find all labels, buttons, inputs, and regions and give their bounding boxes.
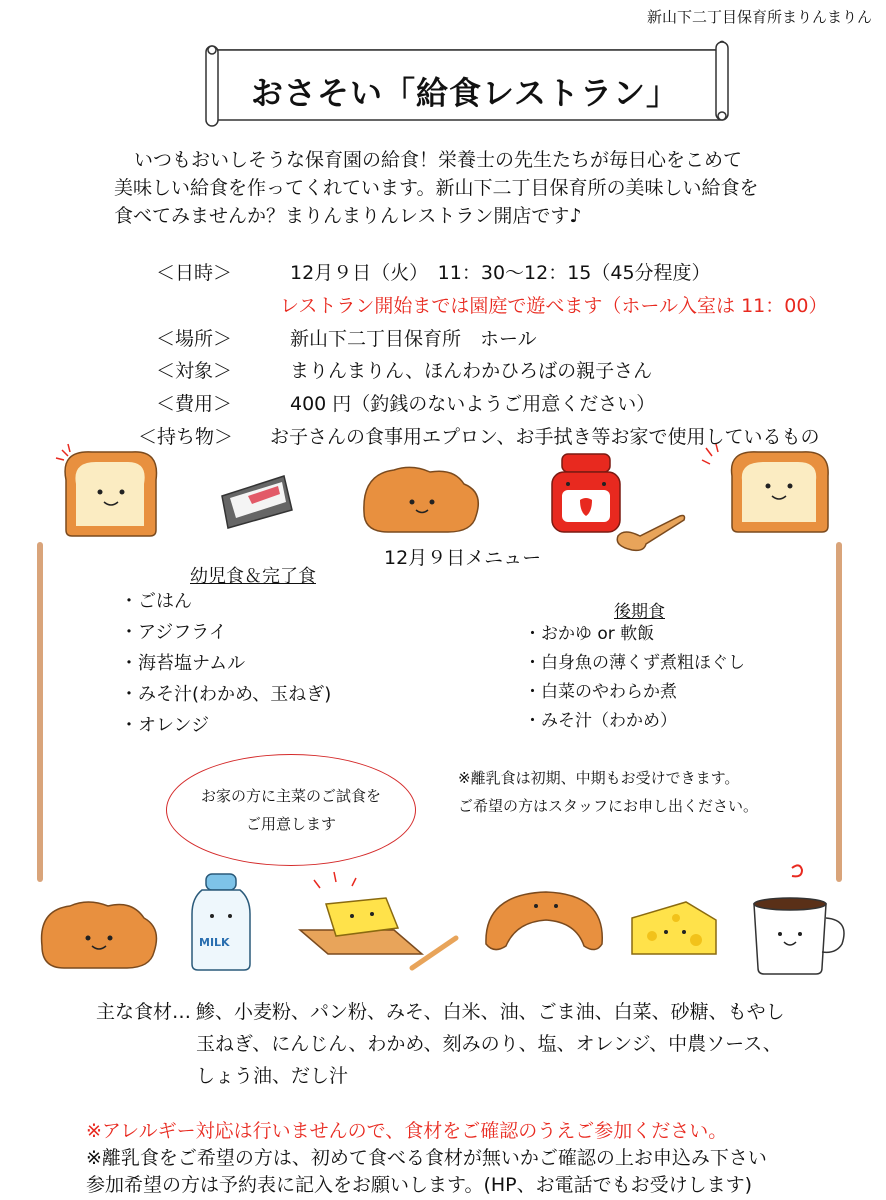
butter-icon [300,872,456,968]
intro-line: 食べてみませんか？まりんまりんレストラン開店です♪ [114,205,582,227]
list-item: ・アジフライ [120,622,227,643]
fee-label: ＜費用＞ [156,393,233,415]
cheese-icon [632,902,716,954]
tasting-line: お家の方に主菜のご試食を [200,787,381,805]
baby-food-apply-note: ※離乳食をご希望の方は、初めて食べる食材が無いかご確認の上お申込み下さい [86,1147,767,1169]
top-illustrations [52,440,842,560]
note-line: ※離乳食は初期、中期もお受けできます。 [458,769,740,787]
intro-text [114,146,834,230]
place-value: 新山下二丁目保育所 ホール [290,328,537,350]
list-item: ・みそ汁（わかめ） [524,711,677,731]
tasting-text [166,782,416,838]
croissant-icon [486,892,602,950]
menu-title: 12月９日メニュー [384,547,542,569]
intro-line: 美味しい給食を作ってくれています。新山下二丁目保育所の美味しい給食を [114,177,759,199]
list-item: ・白身魚の薄くず煮粗ほぐし [524,653,745,673]
organization-name: 新山下二丁目保育所まりんまりん [646,8,872,26]
ingredients-line: 玉ねぎ、にんじん、わかめ、刻みのり、塩、オレンジ、中農ソース、 [196,1033,782,1055]
bread-roll-icon [42,902,157,968]
list-item: ・ごはん [120,591,192,612]
coffee-cup-icon [754,865,844,974]
left-decor-bar [37,542,43,882]
ingredients-line: 鯵、小麦粉、パン粉、みそ、白米、油、ごま油、白菜、砂糖、もやし [196,1001,785,1023]
bread-roll-icon [364,467,478,532]
ingredients-line: しょう油、だし汁 [196,1065,349,1087]
title-banner [200,40,730,132]
fee-value: 400 円（釣銭のないようご用意ください） [290,393,656,415]
date-value: 12月９日（火） 11：30〜12：15（45分程度） [290,262,711,284]
bottom-illustrations [36,858,856,984]
toast-icon [702,444,828,532]
tasting-line: ご用意します [245,815,336,833]
target-value: まりんまりん、ほんわかひろばの親子さん [290,360,653,382]
items-value: お子さんの食事用エプロン、お手拭き等お家で使用しているもの [270,426,820,448]
infant-menu-list [120,586,331,741]
ingredients-label: 主な食材… [96,1001,192,1023]
target-label: ＜対象＞ [156,360,233,382]
late-menu-list [524,620,745,736]
reservation-note: 参加希望の方は予約表に記入をお願いします。(HP、お電話でもお受けします) [86,1174,753,1196]
list-item: ・おかゆ or 軟飯 [524,624,655,644]
milk-label: MILK [199,936,230,949]
baby-food-note [458,764,838,820]
list-item: ・海苔塩ナムル [120,653,246,674]
intro-line: いつもおいしそうな保育園の給食！栄養士の先生たちが毎日心をこめて [134,149,743,171]
list-item: ・白菜のやわらか煮 [524,682,677,702]
jam-jar-icon [552,454,620,532]
toast-icon [56,444,157,536]
spoon-icon [617,516,684,551]
milk-bottle-icon [192,874,250,970]
place-label: ＜場所＞ [156,328,233,350]
late-menu-heading: 後期食 [614,602,665,622]
note-line: ご希望の方はスタッフにお申し出ください。 [458,797,759,815]
allergy-note: ※アレルギー対応は行いませんので、食材をご確認のうえご参加ください。 [86,1120,728,1142]
page-title: おさそい「給食レストラン」 [250,74,680,112]
infant-menu-heading: 幼児食＆完了食 [190,566,316,587]
cake-slice-icon [222,476,292,528]
list-item: ・みそ汁(わかめ、玉ねぎ) [120,684,332,705]
date-note: レストラン開始までは園庭で遊べます（ホール入室は 11：00） [280,295,828,317]
list-item: ・オレンジ [120,715,210,736]
date-label: ＜日時＞ [156,262,233,284]
items-label: ＜持ち物＞ [138,426,234,448]
right-decor-bar [836,542,842,882]
